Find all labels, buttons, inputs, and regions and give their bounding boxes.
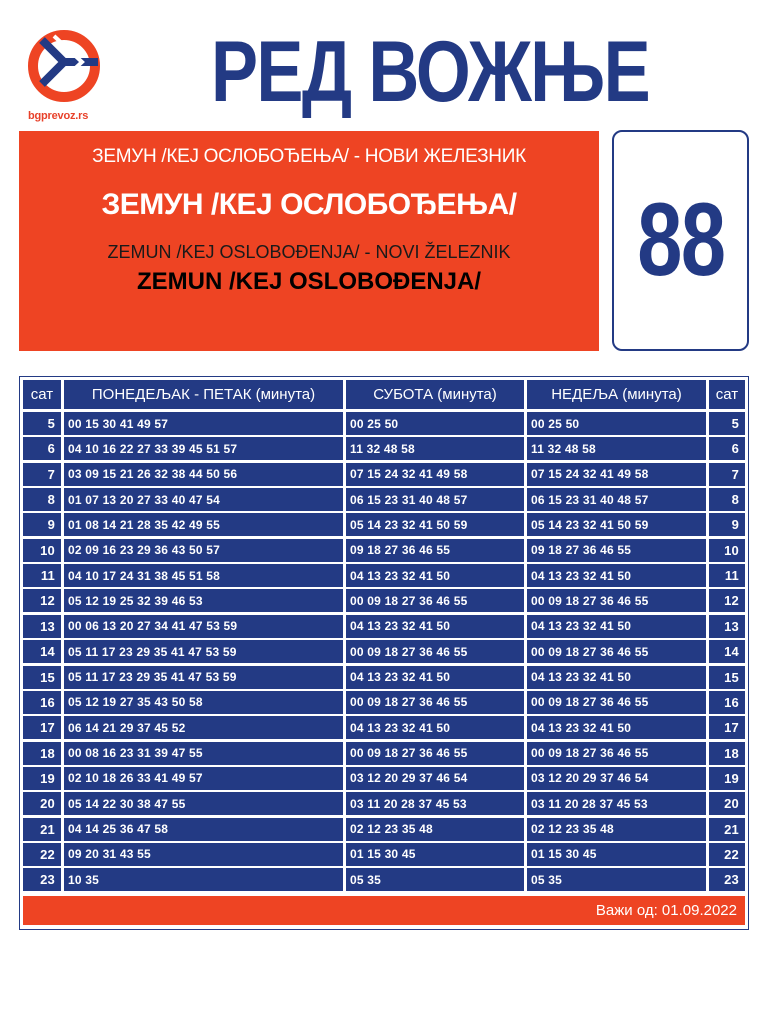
header-weekday: ПОНЕДЕЉАК - ПЕТАК (минута) — [64, 380, 343, 409]
table-row — [23, 513, 745, 536]
weekday-minutes: 04 10 16 22 27 33 39 45 51 57 — [64, 437, 343, 460]
hour-right: 13 — [709, 615, 745, 638]
hour-right: 20 — [709, 792, 745, 815]
sunday-minutes: 00 09 18 27 36 46 55 — [527, 742, 706, 765]
sunday-minutes: 02 12 23 35 48 — [527, 818, 706, 841]
weekday-minutes: 05 14 22 30 38 47 55 — [64, 792, 343, 815]
saturday-minutes: 00 09 18 27 36 46 55 — [346, 691, 524, 714]
table-row — [23, 615, 745, 638]
saturday-minutes: 06 15 23 31 40 48 57 — [346, 488, 524, 511]
hour-right: 12 — [709, 589, 745, 612]
hour-left: 8 — [23, 488, 61, 511]
hour-left: 12 — [23, 589, 61, 612]
sunday-minutes: 00 09 18 27 36 46 55 — [527, 589, 706, 612]
saturday-minutes: 04 13 23 32 41 50 — [346, 716, 524, 739]
sunday-minutes: 04 13 23 32 41 50 — [527, 716, 706, 739]
weekday-minutes: 05 11 17 23 29 35 41 47 53 59 — [64, 640, 343, 663]
table-row — [23, 412, 745, 435]
weekday-minutes: 00 15 30 41 49 57 — [64, 412, 343, 435]
weekday-minutes: 05 12 19 27 35 43 50 58 — [64, 691, 343, 714]
hour-left: 9 — [23, 513, 61, 536]
table-row — [23, 767, 745, 790]
weekday-minutes: 09 20 31 43 55 — [64, 843, 343, 866]
sunday-minutes: 01 15 30 45 — [527, 843, 706, 866]
saturday-minutes: 11 32 48 58 — [346, 437, 524, 460]
hour-right: 5 — [709, 412, 745, 435]
hour-right: 16 — [709, 691, 745, 714]
table-row — [23, 564, 745, 587]
hour-right: 15 — [709, 666, 745, 689]
saturday-minutes: 03 11 20 28 37 45 53 — [346, 792, 524, 815]
weekday-minutes: 00 08 16 23 31 39 47 55 — [64, 742, 343, 765]
saturday-minutes: 04 13 23 32 41 50 — [346, 666, 524, 689]
hour-right: 10 — [709, 539, 745, 562]
saturday-minutes: 04 13 23 32 41 50 — [346, 564, 524, 587]
hour-left: 7 — [23, 463, 61, 486]
saturday-minutes: 05 14 23 32 41 50 59 — [346, 513, 524, 536]
site-name: bgprevoz.rs — [28, 110, 89, 122]
route-full-latin: ZEMUN /KEJ OSLOBOĐENJA/ - NOVI ŽELEZNIK — [107, 242, 511, 262]
hour-right: 18 — [709, 742, 745, 765]
sunday-minutes: 03 11 20 28 37 45 53 — [527, 792, 706, 815]
sunday-minutes: 09 18 27 36 46 55 — [527, 539, 706, 562]
header-hour-right: сат — [709, 380, 745, 409]
hour-right: 9 — [709, 513, 745, 536]
page-title: РЕД ВОЖЊЕ — [211, 24, 649, 120]
saturday-minutes: 00 09 18 27 36 46 55 — [346, 640, 524, 663]
weekday-minutes: 02 09 16 23 29 36 43 50 57 — [64, 539, 343, 562]
weekday-minutes: 02 10 18 26 33 41 49 57 — [64, 767, 343, 790]
header-saturday: СУБОТА (минута) — [346, 380, 524, 409]
saturday-minutes: 01 15 30 45 — [346, 843, 524, 866]
weekday-minutes: 04 14 25 36 47 58 — [64, 818, 343, 841]
table-row — [23, 691, 745, 714]
valid-from-bar — [23, 896, 745, 925]
saturday-minutes: 09 18 27 36 46 55 — [346, 539, 524, 562]
hour-right: 22 — [709, 843, 745, 866]
weekday-minutes: 01 07 13 20 27 33 40 47 54 — [64, 488, 343, 511]
table-row — [23, 488, 745, 511]
line-number: 88 — [636, 182, 725, 298]
weekday-minutes: 04 10 17 24 31 38 45 51 58 — [64, 564, 343, 587]
weekday-minutes: 06 14 21 29 37 45 52 — [64, 716, 343, 739]
sunday-minutes: 05 35 — [527, 868, 706, 891]
saturday-minutes: 04 13 23 32 41 50 — [346, 615, 524, 638]
sunday-minutes: 04 13 23 32 41 50 — [527, 615, 706, 638]
weekday-minutes: 00 06 13 20 27 34 41 47 53 59 — [64, 615, 343, 638]
table-row — [23, 792, 745, 815]
weekday-minutes: 05 12 19 25 32 39 46 53 — [64, 589, 343, 612]
hour-right: 8 — [709, 488, 745, 511]
hour-right: 21 — [709, 818, 745, 841]
hour-right: 14 — [709, 640, 745, 663]
header-hour-left: сат — [23, 380, 61, 409]
saturday-minutes: 02 12 23 35 48 — [346, 818, 524, 841]
weekday-minutes: 01 08 14 21 28 35 42 49 55 — [64, 513, 343, 536]
sunday-minutes: 00 25 50 — [527, 412, 706, 435]
hour-right: 7 — [709, 463, 745, 486]
table-row — [23, 868, 745, 891]
table-row — [23, 716, 745, 739]
saturday-minutes: 03 12 20 29 37 46 54 — [346, 767, 524, 790]
header-sunday: НЕДЕЉА (минута) — [527, 380, 706, 409]
timetable — [19, 376, 749, 930]
line-number-box — [612, 130, 749, 351]
hour-right: 19 — [709, 767, 745, 790]
saturday-minutes: 05 35 — [346, 868, 524, 891]
table-row — [23, 666, 745, 689]
hour-left: 17 — [23, 716, 61, 739]
hour-left: 16 — [23, 691, 61, 714]
weekday-minutes: 10 35 — [64, 868, 343, 891]
hour-left: 14 — [23, 640, 61, 663]
table-row — [23, 539, 745, 562]
table-row — [23, 640, 745, 663]
saturday-minutes: 00 25 50 — [346, 412, 524, 435]
hour-right: 6 — [709, 437, 745, 460]
hour-left: 20 — [23, 792, 61, 815]
hour-left: 21 — [23, 818, 61, 841]
route-start-latin: ZEMUN /KEJ OSLOBOĐENJA/ — [136, 268, 482, 295]
table-row — [23, 589, 745, 612]
valid-from-text: Важи од: 01.09.2022 — [595, 902, 737, 919]
route-full-cyrillic: ЗЕМУН /КЕЈ ОСЛОБОЂЕЊА/ - НОВИ ЖЕЛЕЗНИК — [92, 146, 526, 167]
sunday-minutes: 03 12 20 29 37 46 54 — [527, 767, 706, 790]
hour-left: 22 — [23, 843, 61, 866]
hour-left: 15 — [23, 666, 61, 689]
hour-right: 23 — [709, 868, 745, 891]
sunday-minutes: 04 13 23 32 41 50 — [527, 666, 706, 689]
table-row — [23, 463, 745, 486]
hour-right: 11 — [709, 564, 745, 587]
sunday-minutes: 11 32 48 58 — [527, 437, 706, 460]
sunday-minutes: 07 15 24 32 41 49 58 — [527, 463, 706, 486]
weekday-minutes: 03 09 15 21 26 32 38 44 50 56 — [64, 463, 343, 486]
saturday-minutes: 00 09 18 27 36 46 55 — [346, 742, 524, 765]
sunday-minutes: 05 14 23 32 41 50 59 — [527, 513, 706, 536]
hour-right: 17 — [709, 716, 745, 739]
sunday-minutes: 00 09 18 27 36 46 55 — [527, 640, 706, 663]
hour-left: 10 — [23, 539, 61, 562]
hour-left: 11 — [23, 564, 61, 587]
sunday-minutes: 00 09 18 27 36 46 55 — [527, 691, 706, 714]
hour-left: 5 — [23, 412, 61, 435]
table-row — [23, 437, 745, 460]
sunday-minutes: 04 13 23 32 41 50 — [527, 564, 706, 587]
hour-left: 6 — [23, 437, 61, 460]
hour-left: 19 — [23, 767, 61, 790]
hour-left: 18 — [23, 742, 61, 765]
route-banner — [19, 131, 599, 351]
table-row — [23, 818, 745, 841]
table-row — [23, 843, 745, 866]
saturday-minutes: 00 09 18 27 36 46 55 — [346, 589, 524, 612]
route-start-cyrillic: ЗЕМУН /КЕЈ ОСЛОБОЂЕЊА/ — [101, 188, 517, 221]
saturday-minutes: 07 15 24 32 41 49 58 — [346, 463, 524, 486]
table-row — [23, 742, 745, 765]
sunday-minutes: 06 15 23 31 40 48 57 — [527, 488, 706, 511]
weekday-minutes: 05 11 17 23 29 35 41 47 53 59 — [64, 666, 343, 689]
hour-left: 13 — [23, 615, 61, 638]
hour-left: 23 — [23, 868, 61, 891]
